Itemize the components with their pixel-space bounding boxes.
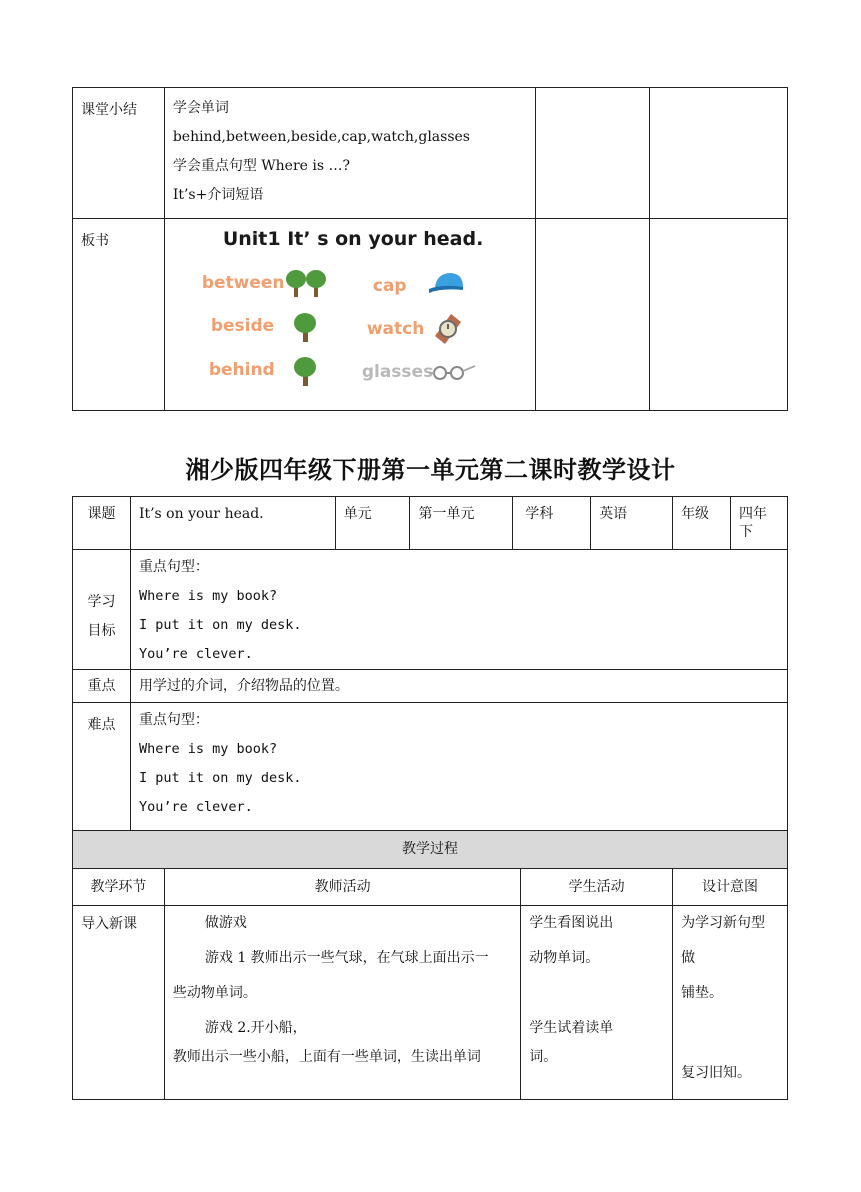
column-intent: 设计意图: [673, 869, 788, 906]
student-line: 学生看图说出: [529, 915, 614, 931]
topic-label: 课题: [73, 497, 131, 550]
board-word-cap: cap: [372, 276, 407, 296]
objectives-label-1: 学习: [87, 593, 116, 610]
grade-label: 年级: [673, 497, 731, 550]
objective-line: You’re clever.: [138, 646, 253, 662]
board-word-watch: watch: [366, 319, 425, 339]
lesson-table: [72, 496, 788, 1100]
objective-line: 重点句型：: [138, 559, 209, 575]
student-cell: [521, 906, 673, 1100]
subject-value: 英语: [591, 497, 673, 550]
board-image: [164, 219, 535, 411]
summary-line: 学会单词 behind,between,beside,cap,watch,glasses: [172, 100, 470, 145]
page-title: 湘少版四年级下册第一单元第二课时教学设计: [185, 456, 676, 484]
objective-line: Where is my book?: [138, 588, 278, 604]
difficulty-line: I put it on my desk.: [138, 770, 302, 786]
cap-icon: [427, 269, 469, 297]
column-stage: 教学环节: [73, 869, 165, 906]
objectives-label: [73, 550, 131, 670]
board-label: 板书: [73, 219, 165, 411]
teacher-line: 做游戏: [204, 915, 247, 931]
difficulty-line: Where is my book?: [138, 741, 278, 757]
stage-cell: 导入新课: [73, 906, 165, 1100]
subject-label: 学科: [513, 497, 591, 550]
summary-line: 学会重点句型 Where is …?: [172, 158, 351, 174]
empty-cell: [650, 88, 788, 219]
intent-line: 为学习新句型做: [681, 915, 766, 966]
board-word-glasses: glasses: [361, 362, 434, 382]
key-point-text: 用学过的介词，介绍物品的位置。: [130, 670, 787, 703]
difficulty-line: You’re clever.: [138, 799, 253, 815]
difficulty-content: [130, 703, 787, 831]
unit-value: 第一单元: [410, 497, 513, 550]
teacher-line: 游戏 1 教师出示一些气球，在气球上面出示一: [204, 950, 489, 966]
teacher-cell: [164, 906, 520, 1100]
student-line: 词。: [529, 1049, 558, 1065]
board-heading: Unit1 It’ s on your head.: [222, 228, 484, 250]
objectives-content: [130, 550, 787, 670]
intent-cell: [673, 906, 788, 1100]
difficulty-label: 难点: [73, 703, 131, 831]
topic-value: It’s on your head.: [130, 497, 335, 550]
teacher-line: 教师出示一些小船，上面有一些单词，生读出单词: [172, 1049, 481, 1065]
board-word-behind: behind: [208, 360, 275, 380]
tree-icon: [293, 356, 319, 388]
tree-icon: [293, 312, 319, 344]
intent-line: 复习旧知。: [681, 1065, 752, 1081]
board-word-beside: beside: [210, 316, 275, 336]
objective-line: I put it on my desk.: [138, 617, 302, 633]
column-teacher: 教师活动: [164, 869, 520, 906]
column-student: 学生活动: [521, 869, 673, 906]
teacher-line: 游戏 2.开小船，: [204, 1020, 307, 1036]
intent-line: 铺垫。: [681, 985, 724, 1001]
board-word-between: between: [201, 273, 285, 293]
student-line: 动物单词。: [529, 950, 600, 966]
watch-icon: [431, 312, 465, 346]
two-trees-icon: [285, 267, 329, 299]
process-header: 教学过程: [73, 831, 788, 869]
summary-line: It’s+介词短语: [172, 187, 264, 203]
difficulty-line: 重点句型：: [138, 712, 209, 728]
summary-label: 课堂小结: [73, 88, 165, 219]
grade-value: 四年下: [731, 497, 788, 550]
empty-cell: [535, 219, 650, 411]
objectives-label-2: 目标: [87, 622, 116, 639]
unit-label: 单元: [335, 497, 410, 550]
summary-table: [72, 87, 788, 411]
summary-content: [164, 88, 535, 219]
teacher-line: 些动物单词。: [172, 985, 257, 1001]
empty-cell: [650, 219, 788, 411]
glasses-icon: [427, 361, 493, 383]
key-point-label: 重点: [73, 670, 131, 703]
empty-cell: [535, 88, 650, 219]
student-line: 学生试着读单: [529, 1020, 614, 1036]
